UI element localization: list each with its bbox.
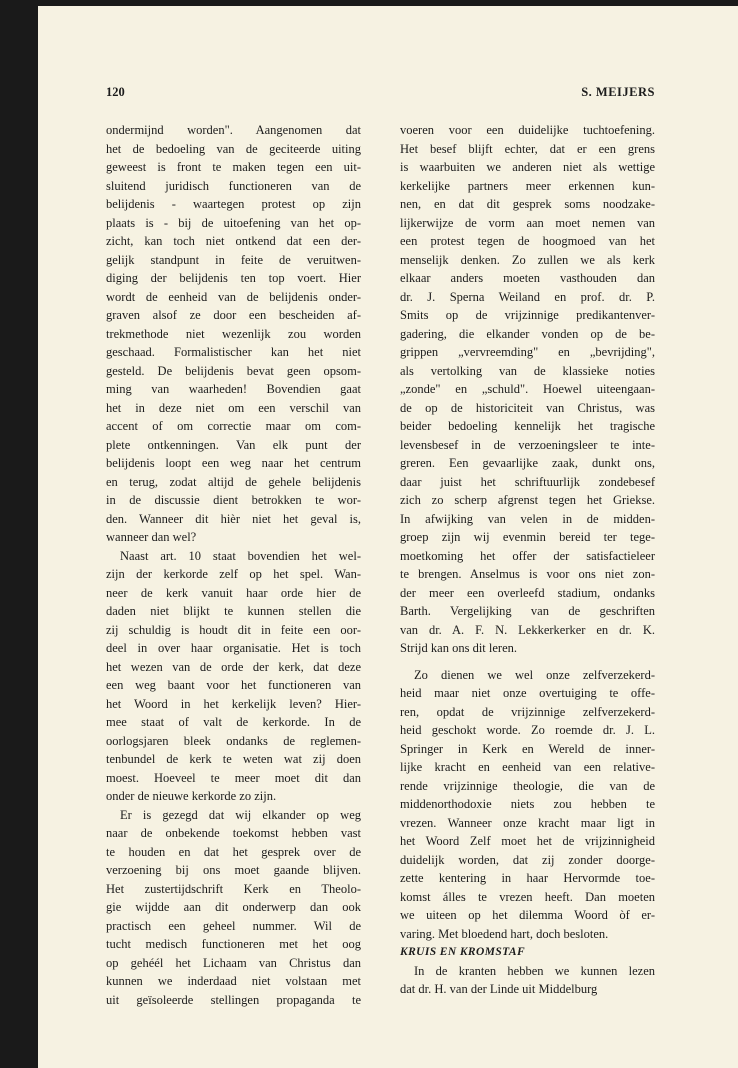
text-line: graven alsof ze door een bescheiden af- xyxy=(106,308,361,322)
text-line: sluitend juridisch functioneren van de xyxy=(106,178,361,193)
text-line: accent of om correctie maar om com- xyxy=(106,419,361,433)
text-line: belijdenis loopt een weg naar het centrum xyxy=(106,456,361,470)
text-line: te brengen. Anselmus is voor ons niet zon- xyxy=(400,567,655,581)
text-line: naar de onbekende toekomst hebben vast xyxy=(106,826,361,840)
text-line: nen, en dat dit gesprek soms noodzake- xyxy=(400,197,655,211)
text-line: en terug, zodat altijd de gehele belijdenis xyxy=(106,474,361,489)
text-line: wordt de eenheid van de belijdenis onder- xyxy=(106,289,361,304)
text-line: ren, opdat de vrijzinnige zelfverzekerd- xyxy=(400,704,655,719)
text-line: tenbundel de kerk te weten wat zij doen xyxy=(106,752,361,766)
text-line: het Woord in het kerkelijk leven? Hier- xyxy=(106,696,361,711)
text-line: zijn der kerkorde zelf op het spel. Wan- xyxy=(106,567,361,581)
text-line: beider bedoeling kennelijk het tragische xyxy=(400,419,655,433)
text-line: kunnen we inderdaad niet volstaan met xyxy=(106,974,361,988)
text-line: we uiteen op het dilemma Woord òf er- xyxy=(400,908,655,922)
text-line: op gehéél het Lichaam van Christus dan xyxy=(106,955,361,970)
text-line: gelijk standpunt in feite de veruitwen- xyxy=(106,252,361,267)
text-line: verzoening bij ons moet gaande blijven. xyxy=(106,863,361,877)
text-line: ondermijnd worden". Aangenomen dat xyxy=(106,123,361,137)
text-line: diging der belijdenis ten top voert. Hier xyxy=(106,271,361,285)
text-line: lijkerwijze de vorm aan moet nemen van xyxy=(400,215,655,230)
text-line: Smits op de vrijzinnige predikantenver- xyxy=(400,308,655,322)
text-line: daar juist het schriftuurlijk zondebesef xyxy=(400,474,655,489)
text-line: In de kranten hebben we kunnen lezen xyxy=(414,963,655,978)
text-line: elkaar anders moeten vasthouden dan xyxy=(400,271,655,285)
text-line: voeren voor een duidelijke tuchtoefening. xyxy=(400,123,655,137)
text-line: in de discussie dient betrokken te wor- xyxy=(106,493,361,507)
text-line: het Woord Zelf moet het de vrijzinnigheid xyxy=(400,834,655,848)
text-line: plaats is - bij de uitoefening van het op- xyxy=(106,215,361,230)
text-line: neer de kerk vanuit haar orde hier de xyxy=(106,585,361,600)
text-line: gadering, die elkander vonden op de be- xyxy=(400,326,655,341)
text-line: trekmethode niet wezenlijk zou worden xyxy=(106,326,361,341)
text-line: varing. Met bloedend hart, doch besloten. xyxy=(400,926,609,941)
text-line: oorlogsjaren bleek ondanks de reglemen- xyxy=(106,733,361,748)
text-line: mee staat of valt de kerkorde. In de xyxy=(106,715,361,729)
text-line: is waarbuiten we anderen niet als wettige xyxy=(400,160,655,174)
text-line: Het besef blijft echter, dat er een grens xyxy=(400,141,655,156)
text-line: zicht, kan toch niet ontkend dat een der- xyxy=(106,234,361,248)
text-line: onder de nieuwe kerkorde zo zijn. xyxy=(106,789,277,803)
text-line: het de bedoeling van de geciteerde uiting xyxy=(106,141,361,156)
text-line: van dr. A. F. N. Lekkerkerker en dr. K. xyxy=(400,622,655,637)
text-line: moetkoming het offer der satisfactieleer xyxy=(400,548,655,563)
text-line: daden niet blijkt te kunnen stellen die xyxy=(106,604,361,618)
text-line: Naast art. 10 staat bovendien het wel- xyxy=(120,548,361,563)
text-line: deel in over haar organisatie. Het is toch xyxy=(106,641,361,655)
page-header xyxy=(106,85,655,105)
text-line: duidelijk worden, dat zij zonder doorge- xyxy=(400,852,655,867)
text-line: moest. Hoeveel te meer moet dit dan xyxy=(106,770,361,785)
text-line: ming van waarheden! Bovendien gaat xyxy=(106,382,361,396)
text-line: als vertolking van de klassieke noties xyxy=(400,363,655,378)
text-line: de op de historiciteit van Christus, was xyxy=(400,400,655,415)
text-line: greren. Een gevaarlijke zaak, dunkt ons, xyxy=(400,456,655,470)
text-line: Het zustertijdschrift Kerk en Theolo- xyxy=(106,881,361,896)
left-column xyxy=(106,121,361,1009)
text-line: lijke kracht en eenheid van een relative- xyxy=(400,760,655,774)
text-line: rende vrijzinnige theologie, die van de xyxy=(400,778,655,793)
text-line: te houden en dat het gesprek over de xyxy=(106,844,361,859)
text-line: vrezen. Wanneer onze kracht maar ligt in xyxy=(400,815,655,830)
text-line: tucht medisch functioneren met het oog xyxy=(106,937,361,951)
text-line: zich zo scherp afgrenst tegen het Griekse. xyxy=(400,493,655,507)
text-line: menselijk denken. Zo zullen we als kerk xyxy=(400,252,655,267)
text-line: den. Wanneer dit hièr niet het geval is, xyxy=(106,511,361,526)
text-line: belijdenis - waartegen protest op zijn xyxy=(106,197,361,211)
text-line: komst álles te vrezen heeft. Dan moeten xyxy=(400,889,655,904)
text-line: „zonde" en „schuld". Hoewel uiteengaan- xyxy=(400,382,655,396)
text-line: levensbesef in de verzoeningsleer te inte- xyxy=(400,437,655,452)
text-line: Er is gezegd dat wij elkander op weg xyxy=(120,807,361,822)
text-line: Springer in Kerk en Wereld de inner- xyxy=(400,741,655,756)
text-line: zij schuldig is houdt dit in feite een oor- xyxy=(106,622,361,637)
text-line: heid maar niet onze overtuiging te offe- xyxy=(400,686,655,700)
text-line: middenorthodoxie niets zou hebben te xyxy=(400,797,655,811)
text-line: gie wijdde aan dit onderwerp dan ook xyxy=(106,900,361,914)
text-line: kerkelijke partners meer erkennen kun- xyxy=(400,178,655,193)
text-line: een weg baant voor het functioneren van xyxy=(106,678,361,692)
text-line: Barth. Vergelijking van de geschriften xyxy=(400,604,655,618)
right-column xyxy=(400,121,655,999)
text-line: het wezen van de orde der kerk, dat deze xyxy=(106,659,361,674)
text-line: Strijd kan ons dit leren. xyxy=(400,641,517,655)
text-line: plete ontkenningen. Van elk punt der xyxy=(106,437,361,452)
text-line: uit geïsoleerde stellingen propaganda te xyxy=(106,992,361,1007)
text-line: groep zijn wij evenmin bereid ter tege- xyxy=(400,530,655,544)
text-line: dr. J. Sperna Weiland en prof. dr. P. xyxy=(400,289,655,304)
running-head-author: S. MEIJERS xyxy=(581,85,655,99)
text-line: wanneer dan wel? xyxy=(106,530,197,544)
page-number: 120 xyxy=(106,85,125,99)
text-line: het in deze niet om een verschil van xyxy=(106,400,361,415)
text-line: zette kentering in haar Hervormde toe- xyxy=(400,871,655,885)
section-heading: KRUIS EN KROMSTAF xyxy=(400,946,526,958)
text-line: geschaad. Formalistischer kan het niet xyxy=(106,345,361,359)
text-line: geweest is front te maken tegen een uit- xyxy=(106,160,361,174)
text-line: Zo dienen we wel onze zelfverzekerd- xyxy=(414,667,655,682)
text-line: gesteld. De belijdenis bevat geen opsom- xyxy=(106,363,361,378)
text-line: dat dr. H. van der Linde uit Middelburg xyxy=(400,982,598,996)
text-line: practisch een geheel nummer. Wil de xyxy=(106,918,361,933)
text-line: grippen „vervreemding" en „bevrijding", xyxy=(400,345,655,359)
text-line: heid geschokt worde. Zo roemde dr. J. L. xyxy=(400,723,655,737)
text-line: een protest tegen de hoogmoed van het xyxy=(400,234,655,248)
text-line: der meer een overleefd stadium, ondanks xyxy=(400,585,655,600)
text-line: In afwijking van velen in de midden- xyxy=(400,511,655,526)
